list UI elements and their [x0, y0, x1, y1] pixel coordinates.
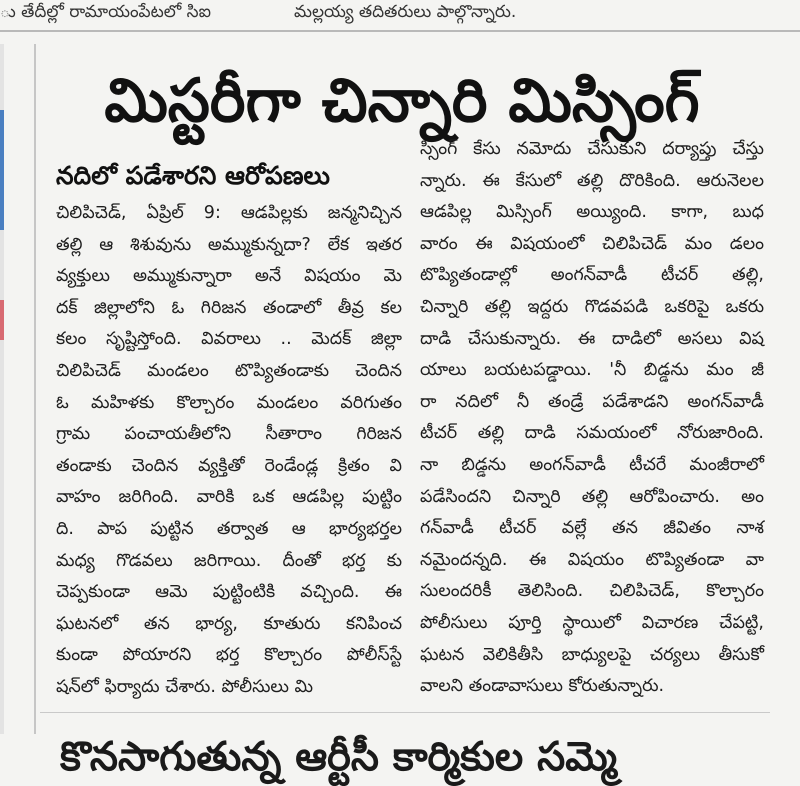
body-line: న్నారు. ఈ కేసులో తల్లి దొరికింది. ఆరునెలల: [420, 170, 764, 191]
body-line: వాలని తండావాసులు కోరుతున్నారు.: [420, 676, 665, 697]
adjacent-photo-edge-blue: [0, 110, 4, 230]
previous-article-tail: [0, 0, 800, 30]
body-line: వారం ఈ విషయంలో చిలిపిచెడ్ మం డలం: [420, 233, 764, 254]
body-line: వ్యక్తులు అమ్ముకున్నారా అనే విషయం మె: [56, 266, 402, 287]
body-line: షన్‌లో ఫిర్యాదు చేశారు. పోలీసులు మి: [56, 676, 313, 697]
body-line: వాహం జరిగింది. వారికి ఒక ఆడపిల్ల పుట్టిం: [56, 487, 402, 508]
body-line: నా బిడ్డను అంగన్‌వాడీ టీచరే మంజీరాలో: [420, 454, 764, 475]
article-body-right-column: [420, 134, 764, 703]
previous-article-text-1: ు తేదీల్లో రామాయంపేటలో సిఐ: [0, 2, 211, 22]
adjacent-photo-edge-red: [0, 300, 4, 340]
body-line: ది. పాప పుట్టిన తర్వాత ఆ భార్యభర్తల: [56, 518, 402, 539]
body-line: ఘటన వెలికితీసి బాధ్యులపై చర్యలు తీసుకో: [420, 644, 764, 665]
previous-article-text-2: మల్లయ్య తదితరులు పాల్గొన్నారు.: [294, 2, 517, 22]
body-line: కలం సృష్టిస్తోంది. వివరాలు .. మెదక్ జిల్లా: [56, 329, 402, 350]
body-line: దక్ జిల్లాలోని ఓ గిరిజన తండాలో తీవ్ర కల: [56, 297, 402, 318]
body-line: రా నదిలో నీ తండ్రే పడేశాడని అంగన్‌వాడీ: [420, 391, 764, 412]
body-line: గన్‌వాడీ టీచర్ వల్లే తన జీవితం నాశ: [420, 518, 764, 539]
article-subheadline: నదిలో పడేశారని ఆరోపణలు: [56, 161, 330, 190]
body-line: ఓ మహిళకు కొల్చారం మండలం వరిగుతం: [56, 392, 402, 413]
body-line: తల్లి ఆ శిశువును అమ్ముకున్నదా? లేక ఇతర: [56, 234, 402, 255]
body-line: చిలిపిచెడ్, ఏప్రిల్ 9: ఆడపిల్లకు జన్మనిచ్చిన: [56, 203, 402, 223]
body-line: గ్రామ పంచాయతీలోని సీతారాం గిరిజన: [56, 424, 402, 445]
column-divider: [34, 44, 36, 734]
body-line: తండాకు చెందిన వ్యక్తితో రెండేండ్ల క్రితం వి: [56, 455, 402, 476]
body-line: చెప్పకుండా ఆమె పుట్టింటికి వచ్చింది. ఈ: [56, 582, 402, 603]
bottom-divider: [40, 712, 770, 713]
body-line: ఆడపిల్ల మిస్సింగ్ అయ్యింది. కాగా, బుధ: [420, 202, 764, 223]
body-line: పోలీసులు పూర్తి స్థాయిలో విచారణ చేపట్టి,: [420, 612, 764, 633]
body-line: సులందరికీ తెలిసింది. చిలిపిచెడ్, కొల్చారం: [420, 581, 764, 602]
article-headline: మిస్టరీగా చిన్నారి మిస్సింగ్: [104, 66, 700, 136]
body-line: నమైందన్నది. ఈ విషయం టొప్యితండా వా: [420, 549, 764, 570]
body-line: కుండా పోయారని భర్త కొల్చారం పోలీస్‌స్టే: [56, 645, 402, 666]
body-line: యాలు బయటపడ్డాయి. 'నీ బిడ్డను మం జీ: [420, 360, 764, 381]
article-body-left-column: [56, 198, 402, 704]
body-line: ఘటనలో తన భార్య, కూతురు కనిపించ: [56, 613, 402, 634]
body-line: పడేసిందని చిన్నారి తల్లి ఆరోపించారు. అం: [420, 486, 764, 507]
top-divider: [0, 30, 800, 32]
body-line: చిలిపిచెడ్ మండలం టొప్యితండాకు చెందిన: [56, 360, 402, 381]
body-line: చిన్నారి తల్లి ఇద్దరు గొడవపడి ఒకరిపై ఒకరు: [420, 296, 764, 317]
body-line: దాడి చేసుకున్నారు. ఈ దాడిలో అసలు విష: [420, 328, 764, 349]
body-line: టొప్యితండాల్లో అంగన్‌వాడీ టీచర్ తల్లి,: [420, 265, 764, 286]
body-line: టీచర్ తల్లి దాడి సమయంలో నోరుజారింది.: [420, 423, 764, 444]
body-line: స్సింగ్ కేసు నమోదు చేసుకుని దర్యాప్తు చేస్తు: [420, 139, 764, 159]
next-article-headline-partial: కొనసాగుతున్న ఆర్టీసీ కార్మికుల సమ్మె: [60, 734, 617, 780]
body-line: మధ్య గొడవలు జరిగాయి. దీంతో భర్త కు: [56, 550, 402, 571]
